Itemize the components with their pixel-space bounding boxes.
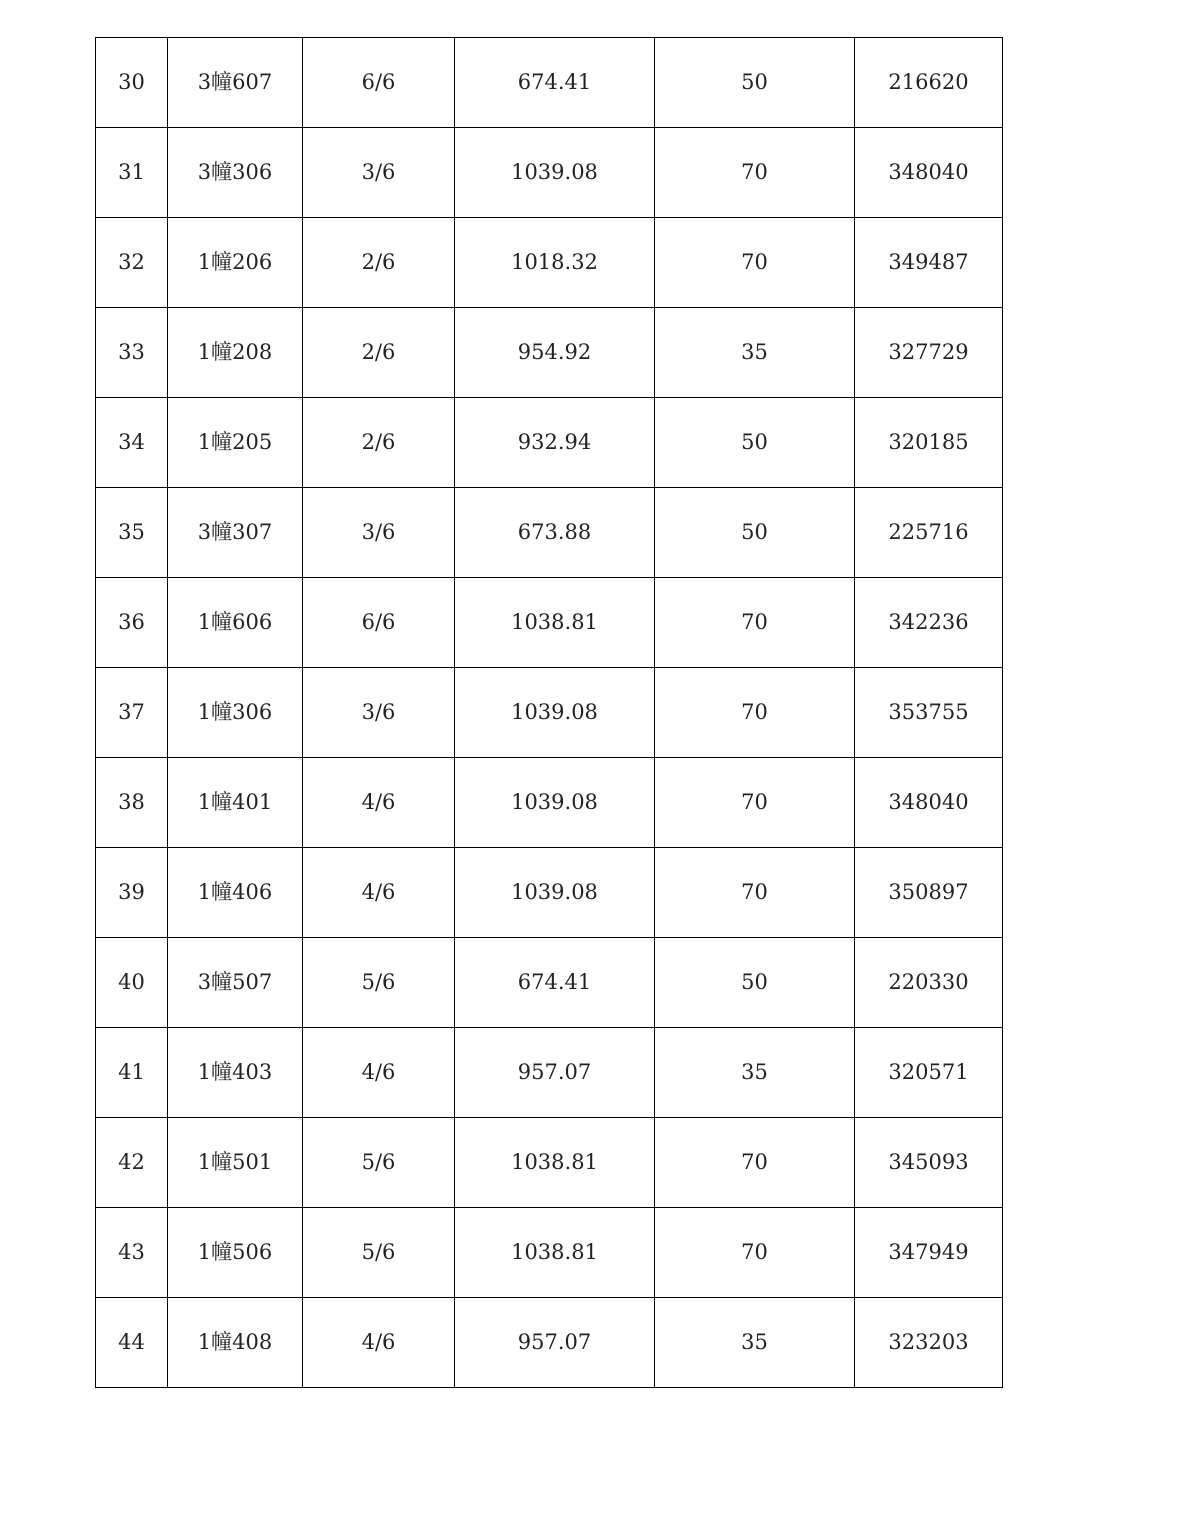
unit-cell: 3幢307 <box>168 488 303 578</box>
value-cell: 35 <box>655 1298 855 1388</box>
floor-cell: 5/6 <box>303 938 455 1028</box>
table-row <box>96 398 1003 488</box>
value-cell: 50 <box>655 38 855 128</box>
table-row <box>96 1118 1003 1208</box>
value-cell: 70 <box>655 128 855 218</box>
area-cell: 674.41 <box>455 938 655 1028</box>
unit-cell: 1幢306 <box>168 668 303 758</box>
floor-cell: 5/6 <box>303 1118 455 1208</box>
value-cell: 70 <box>655 758 855 848</box>
unit-cell: 3幢306 <box>168 128 303 218</box>
data-table <box>95 37 1003 1388</box>
table-row <box>96 218 1003 308</box>
value-cell: 70 <box>655 578 855 668</box>
area-cell: 1039.08 <box>455 758 655 848</box>
value-cell: 70 <box>655 1118 855 1208</box>
row-number-cell: 43 <box>96 1208 168 1298</box>
unit-cell: 1幢606 <box>168 578 303 668</box>
floor-cell: 6/6 <box>303 38 455 128</box>
area-cell: 1039.08 <box>455 848 655 938</box>
floor-cell: 5/6 <box>303 1208 455 1298</box>
total-cell: 349487 <box>855 218 1003 308</box>
unit-cell: 1幢506 <box>168 1208 303 1298</box>
row-number-cell: 34 <box>96 398 168 488</box>
total-cell: 320571 <box>855 1028 1003 1118</box>
table-row <box>96 1208 1003 1298</box>
area-cell: 957.07 <box>455 1298 655 1388</box>
value-cell: 35 <box>655 308 855 398</box>
area-cell: 1018.32 <box>455 218 655 308</box>
area-cell: 1038.81 <box>455 1118 655 1208</box>
value-cell: 35 <box>655 1028 855 1118</box>
row-number-cell: 31 <box>96 128 168 218</box>
value-cell: 70 <box>655 848 855 938</box>
unit-cell: 3幢507 <box>168 938 303 1028</box>
table-row <box>96 38 1003 128</box>
value-cell: 70 <box>655 218 855 308</box>
unit-cell: 1幢205 <box>168 398 303 488</box>
unit-cell: 1幢403 <box>168 1028 303 1118</box>
row-number-cell: 36 <box>96 578 168 668</box>
table-row <box>96 938 1003 1028</box>
total-cell: 353755 <box>855 668 1003 758</box>
floor-cell: 4/6 <box>303 1298 455 1388</box>
table-row <box>96 758 1003 848</box>
floor-cell: 3/6 <box>303 488 455 578</box>
table-row <box>96 578 1003 668</box>
row-number-cell: 39 <box>96 848 168 938</box>
table-row <box>96 668 1003 758</box>
floor-cell: 4/6 <box>303 758 455 848</box>
total-cell: 327729 <box>855 308 1003 398</box>
area-cell: 674.41 <box>455 38 655 128</box>
table-row <box>96 1028 1003 1118</box>
floor-cell: 4/6 <box>303 848 455 938</box>
value-cell: 50 <box>655 398 855 488</box>
unit-cell: 3幢607 <box>168 38 303 128</box>
total-cell: 216620 <box>855 38 1003 128</box>
value-cell: 70 <box>655 668 855 758</box>
unit-cell: 1幢208 <box>168 308 303 398</box>
row-number-cell: 33 <box>96 308 168 398</box>
table-row <box>96 848 1003 938</box>
area-cell: 1039.08 <box>455 668 655 758</box>
area-cell: 954.92 <box>455 308 655 398</box>
row-number-cell: 40 <box>96 938 168 1028</box>
area-cell: 673.88 <box>455 488 655 578</box>
area-cell: 932.94 <box>455 398 655 488</box>
row-number-cell: 38 <box>96 758 168 848</box>
row-number-cell: 37 <box>96 668 168 758</box>
value-cell: 70 <box>655 1208 855 1298</box>
floor-cell: 2/6 <box>303 218 455 308</box>
row-number-cell: 32 <box>96 218 168 308</box>
total-cell: 323203 <box>855 1298 1003 1388</box>
unit-cell: 1幢501 <box>168 1118 303 1208</box>
table-row <box>96 308 1003 398</box>
unit-cell: 1幢406 <box>168 848 303 938</box>
floor-cell: 2/6 <box>303 308 455 398</box>
row-number-cell: 30 <box>96 38 168 128</box>
total-cell: 345093 <box>855 1118 1003 1208</box>
row-number-cell: 42 <box>96 1118 168 1208</box>
area-cell: 1038.81 <box>455 1208 655 1298</box>
row-number-cell: 44 <box>96 1298 168 1388</box>
total-cell: 320185 <box>855 398 1003 488</box>
area-cell: 957.07 <box>455 1028 655 1118</box>
area-cell: 1038.81 <box>455 578 655 668</box>
floor-cell: 3/6 <box>303 668 455 758</box>
total-cell: 342236 <box>855 578 1003 668</box>
total-cell: 348040 <box>855 128 1003 218</box>
total-cell: 225716 <box>855 488 1003 578</box>
total-cell: 350897 <box>855 848 1003 938</box>
table-row <box>96 1298 1003 1388</box>
unit-cell: 1幢206 <box>168 218 303 308</box>
total-cell: 220330 <box>855 938 1003 1028</box>
unit-cell: 1幢408 <box>168 1298 303 1388</box>
table-row <box>96 488 1003 578</box>
row-number-cell: 41 <box>96 1028 168 1118</box>
total-cell: 347949 <box>855 1208 1003 1298</box>
unit-cell: 1幢401 <box>168 758 303 848</box>
floor-cell: 3/6 <box>303 128 455 218</box>
value-cell: 50 <box>655 488 855 578</box>
row-number-cell: 35 <box>96 488 168 578</box>
floor-cell: 6/6 <box>303 578 455 668</box>
value-cell: 50 <box>655 938 855 1028</box>
area-cell: 1039.08 <box>455 128 655 218</box>
total-cell: 348040 <box>855 758 1003 848</box>
floor-cell: 2/6 <box>303 398 455 488</box>
floor-cell: 4/6 <box>303 1028 455 1118</box>
table-row <box>96 128 1003 218</box>
